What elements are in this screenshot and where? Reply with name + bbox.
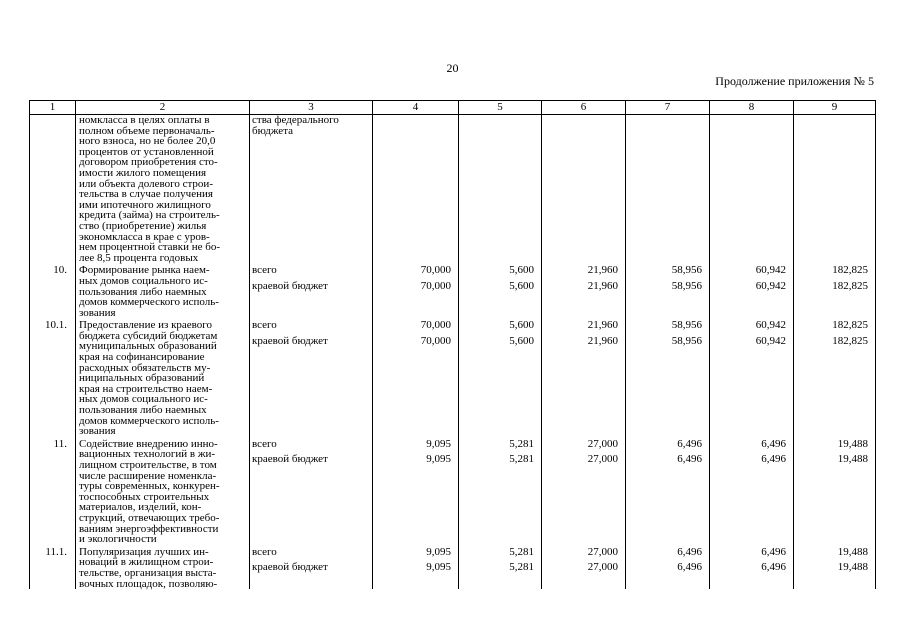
measure-name-line: экономкласса в крае с уров- [79,230,210,243]
measure-name-line: ниципальных образований [79,372,205,385]
amount-value: 70,000 [420,319,451,332]
row-number-cell: 10. [30,263,76,318]
amount-value: 19,488 [837,437,868,450]
header-cell-col-3: 3 [250,101,373,115]
measure-name-line: вочных площадок, позволяю- [79,577,218,590]
header-cell-col-6: 6 [542,101,626,115]
measure-name-line: края на строительство наем- [79,382,213,395]
amount-value: 5,281 [509,453,534,466]
amount-value: 58,956 [671,319,702,332]
amount-value: 5,600 [509,279,534,292]
amount-value: 21,960 [587,319,618,332]
measure-name-line: материалов, изделий, кон- [79,501,202,514]
funding-source-cell [250,115,373,264]
value-cell-col-7 [626,115,710,264]
table-body [30,115,876,590]
amount-value: 21,960 [587,264,618,277]
funding-source-label: краевой бюджет [252,279,328,292]
amount-value: 58,956 [671,334,702,347]
measure-name-line: имости жилого помещения [79,166,207,179]
amount-value: 5,281 [509,545,534,558]
funding-source-label: краевой бюджет [252,453,328,466]
header-cell-col-1: 1 [30,101,76,115]
amount-value: 70,000 [420,264,451,277]
header-cell-col-9: 9 [794,101,876,115]
funding-source-label: краевой бюджет [252,334,328,347]
value-cell-col-4 [373,318,459,437]
amount-value: 27,000 [587,437,618,450]
measure-name-line: пользования либо наемных [79,404,207,417]
measure-name-line: зования [79,425,116,438]
measure-name-line: ных домов социального ис- [79,274,208,287]
value-cell-col-4 [373,545,459,589]
funding-source-label: всего [252,319,277,332]
funding-source-cell [250,437,373,545]
measure-name-line: новаций в жилищном строи- [79,556,214,569]
value-cell-col-6 [542,115,626,264]
value-cell-col-6 [542,318,626,437]
row-number-cell: 11.1. [30,545,76,589]
measure-name-line: края на софинансирование [79,351,205,364]
value-cell-col-7 [626,545,710,589]
value-cell-col-6 [542,263,626,318]
measure-name-line: тельства в случае получения [79,188,213,201]
value-cell-col-9 [794,263,876,318]
value-cell-col-7 [626,437,710,545]
measure-name-line: договором приобретения сто- [79,156,218,169]
amount-value: 21,960 [587,334,618,347]
measure-name-line: ваниям энергоэффективности [79,522,219,535]
value-cell-col-7 [626,318,710,437]
measure-name-line: номкласса в целях оплаты в [79,114,210,126]
measure-name-line: бюджета субсидий бюджетам [79,329,218,342]
measure-name-line: Формирование рынка наем- [79,264,210,277]
amount-value: 9,095 [426,561,451,574]
amount-value: 70,000 [420,334,451,347]
measure-name-line: нем процентной ставки не бо- [79,241,221,254]
measure-name-line: домов коммерческого исполь- [79,296,219,309]
value-cell-col-4 [373,115,459,264]
measure-name-cell [76,115,250,264]
measure-name-line: Содействие внедрению инно- [79,437,218,450]
amount-value: 58,956 [671,264,702,277]
measure-name-line: вационных технологий в жи- [79,448,216,461]
amount-value: 6,496 [761,437,786,450]
value-cell-col-9 [794,318,876,437]
header-cell-col-8: 8 [710,101,794,115]
amount-value: 6,496 [761,545,786,558]
amount-value: 182,825 [832,334,868,347]
measure-name-line: ство (приобретение) жилья [79,219,207,232]
funding-source-label: ства федерального [252,114,339,126]
page-number: 20 [446,61,459,75]
amount-value: 60,942 [755,319,786,332]
amount-value: 182,825 [832,279,868,292]
amount-value: 6,496 [761,561,786,574]
amount-value: 182,825 [832,319,868,332]
value-cell-col-5 [459,263,542,318]
table-row [30,545,876,589]
funding-source-label: краевой бюджет [252,561,328,574]
measure-name-line: лее 8,5 процента годовых [79,251,199,264]
measure-name-line: расходных обязательств му- [79,361,211,374]
row-number-cell: 11. [30,437,76,545]
measure-name-line: кредита (займа) на строитель- [79,209,220,222]
amount-value: 9,095 [426,453,451,466]
value-cell-col-8 [710,545,794,589]
measure-name-line: процентов от установленной [79,145,214,158]
measure-name-line: Предоставление из краевого [79,319,213,332]
header-cell-col-7: 7 [626,101,710,115]
amount-value: 27,000 [587,545,618,558]
row-number-cell [30,115,76,264]
table-header-row [30,101,876,115]
measure-name-line: и экологичности [79,533,157,546]
funding-source-label: всего [252,437,277,450]
measure-name-line: ного взноса, но не более 20,0 [79,135,216,148]
measure-name-cell [76,318,250,437]
amount-value: 9,095 [426,545,451,558]
funding-source-cell [250,545,373,589]
value-cell-col-8 [710,437,794,545]
amount-value: 6,496 [677,545,702,558]
value-cell-col-7 [626,263,710,318]
amount-value: 5,600 [509,264,534,277]
program-funding-table [29,100,876,589]
measure-name-line: ных домов социального ис- [79,393,208,406]
appendix-continuation-note: Продолжение приложения № 5 [715,74,874,88]
measure-name-line: тоспособных строительных [79,490,210,503]
value-cell-col-8 [710,115,794,264]
value-cell-col-8 [710,263,794,318]
amount-value: 19,488 [837,453,868,466]
value-cell-col-9 [794,115,876,264]
amount-value: 19,488 [837,545,868,558]
funding-source-label: всего [252,264,277,277]
table-row [30,318,876,437]
amount-value: 6,496 [677,437,702,450]
amount-value: 5,600 [509,319,534,332]
measure-name-line: Популяризация лучших ин- [79,545,209,558]
amount-value: 60,942 [755,264,786,277]
table-row [30,115,876,264]
value-cell-col-6 [542,437,626,545]
value-cell-col-4 [373,437,459,545]
amount-value: 58,956 [671,279,702,292]
measure-name-cell [76,263,250,318]
amount-value: 60,942 [755,334,786,347]
measure-name-line: лищном строительстве, в том [79,459,217,471]
amount-value: 5,281 [509,561,534,574]
measure-name-line: домов коммерческого исполь- [79,414,219,427]
measure-name-line: ими ипотечного жилищного [79,198,211,211]
amount-value: 6,496 [677,561,702,574]
measure-name-line: туры современных, конкурен- [79,480,220,493]
funding-source-label: бюджета [252,124,294,137]
funding-source-cell [250,318,373,437]
amount-value: 21,960 [587,279,618,292]
measure-name-cell [76,437,250,545]
table-row [30,263,876,318]
header-cell-col-2: 2 [76,101,250,115]
measure-name-cell [76,545,250,589]
amount-value: 9,095 [426,437,451,450]
measure-name-line: числе расширение номенкла- [79,469,217,482]
amount-value: 19,488 [837,561,868,574]
value-cell-col-9 [794,545,876,589]
amount-value: 5,281 [509,437,534,450]
funding-source-label: всего [252,545,277,558]
measure-name-line: пользования либо наемных [79,285,207,298]
value-cell-col-6 [542,545,626,589]
value-cell-col-5 [459,437,542,545]
value-cell-col-8 [710,318,794,437]
header-cell-col-4: 4 [373,101,459,115]
funding-source-cell [250,263,373,318]
value-cell-col-5 [459,545,542,589]
amount-value: 182,825 [832,264,868,277]
value-cell-col-5 [459,115,542,264]
measure-name-line: струкций, отвечающих требо- [79,511,220,524]
value-cell-col-4 [373,263,459,318]
amount-value: 5,600 [509,334,534,347]
table-row [30,437,876,545]
measure-name-line: муниципальных образований [79,340,217,353]
value-cell-col-9 [794,437,876,545]
header-cell-col-5: 5 [459,101,542,115]
measure-name-line: зования [79,306,116,319]
row-number-cell: 10.1. [30,318,76,437]
amount-value: 70,000 [420,279,451,292]
amount-value: 27,000 [587,453,618,466]
value-cell-col-5 [459,318,542,437]
measure-name-line: тельстве, организация выста- [79,566,217,579]
amount-value: 27,000 [587,561,618,574]
amount-value: 6,496 [677,453,702,466]
amount-value: 60,942 [755,279,786,292]
measure-name-line: полном объеме первоначаль- [79,124,215,137]
measure-name-line: или объекта долевого строи- [79,177,213,190]
amount-value: 6,496 [761,453,786,466]
